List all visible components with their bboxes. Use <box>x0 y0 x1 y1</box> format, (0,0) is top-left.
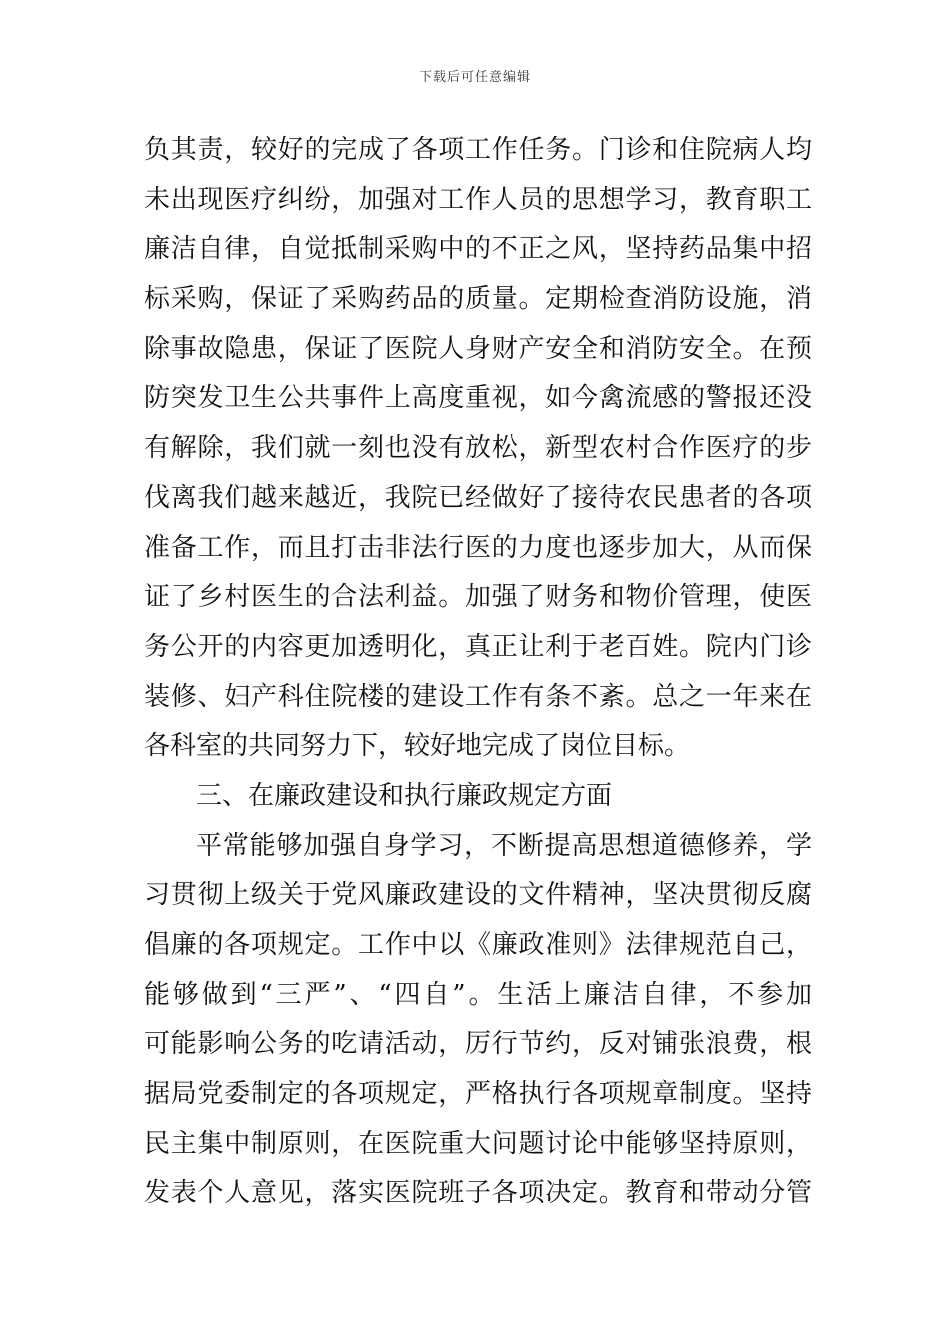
document-body <box>144 126 812 1219</box>
paragraph-1 <box>144 126 812 772</box>
text-line: 装修、妇产科住院楼的建设工作有条不紊。总之一年来在 <box>144 681 812 712</box>
text-line: 标采购，保证了采购药品的质量。定期检查消防设施，消 <box>144 284 812 315</box>
text-line: 防突发卫生公共事件上高度重视，如今禽流感的警报还没 <box>144 383 812 414</box>
page-header-note: 下载后可任意编辑 <box>418 70 531 85</box>
text-line: 习贯彻上级关于党风廉政建设的文件精神，坚决贯彻反腐 <box>144 880 812 911</box>
text-line: 有解除，我们就一刻也没有放松，新型农村合作医疗的步 <box>144 433 812 464</box>
text-line: 准备工作，而且打击非法行医的力度也逐步加大，从而保 <box>144 532 812 563</box>
text-line: 可能影响公务的吃请活动，厉行节约，反对铺张浪费，根 <box>144 1029 812 1060</box>
text-line: 发表个人意见，落实医院班子各项决定。教育和带动分管 <box>144 1178 812 1209</box>
section-heading: 三、在廉政建设和执行廉政规定方面 <box>196 780 613 811</box>
text-line: 伐离我们越来越近，我院已经做好了接待农民患者的各项 <box>144 482 812 513</box>
text-line: 据局党委制定的各项规定，严格执行各项规章制度。坚持 <box>144 1079 812 1110</box>
text-line: 证了乡村医生的合法利益。加强了财务和物价管理，使医 <box>144 582 812 613</box>
text-line: 务公开的内容更加透明化，真正让利于老百姓。院内门诊 <box>144 631 812 662</box>
text-line: 负其责，较好的完成了各项工作任务。门诊和住院病人均 <box>144 135 812 165</box>
text-line: 未出现医疗纠纷，加强对工作人员的思想学习，教育职工 <box>144 184 812 215</box>
text-line: 倡廉的各项规定。工作中以《廉政准则》法律规范自己， <box>144 930 812 960</box>
text-line: 平常能够加强自身学习，不断提高思想道德修养，学 <box>196 830 812 861</box>
paragraph-2 <box>144 822 812 1220</box>
text-line: 能够做到“三严”、“四自”。生活上廉洁自律，不参加 <box>144 979 812 1010</box>
text-line: 各科室的共同努力下，较好地完成了岗位目标。 <box>144 731 691 762</box>
text-line: 除事故隐患，保证了医院人身财产安全和消防安全。在预 <box>144 333 812 364</box>
text-line: 廉洁自律，自觉抵制采购中的不正之风，坚持药品集中招 <box>144 234 812 265</box>
text-line: 民主集中制原则，在医院重大问题讨论中能够坚持原则， <box>144 1128 812 1159</box>
